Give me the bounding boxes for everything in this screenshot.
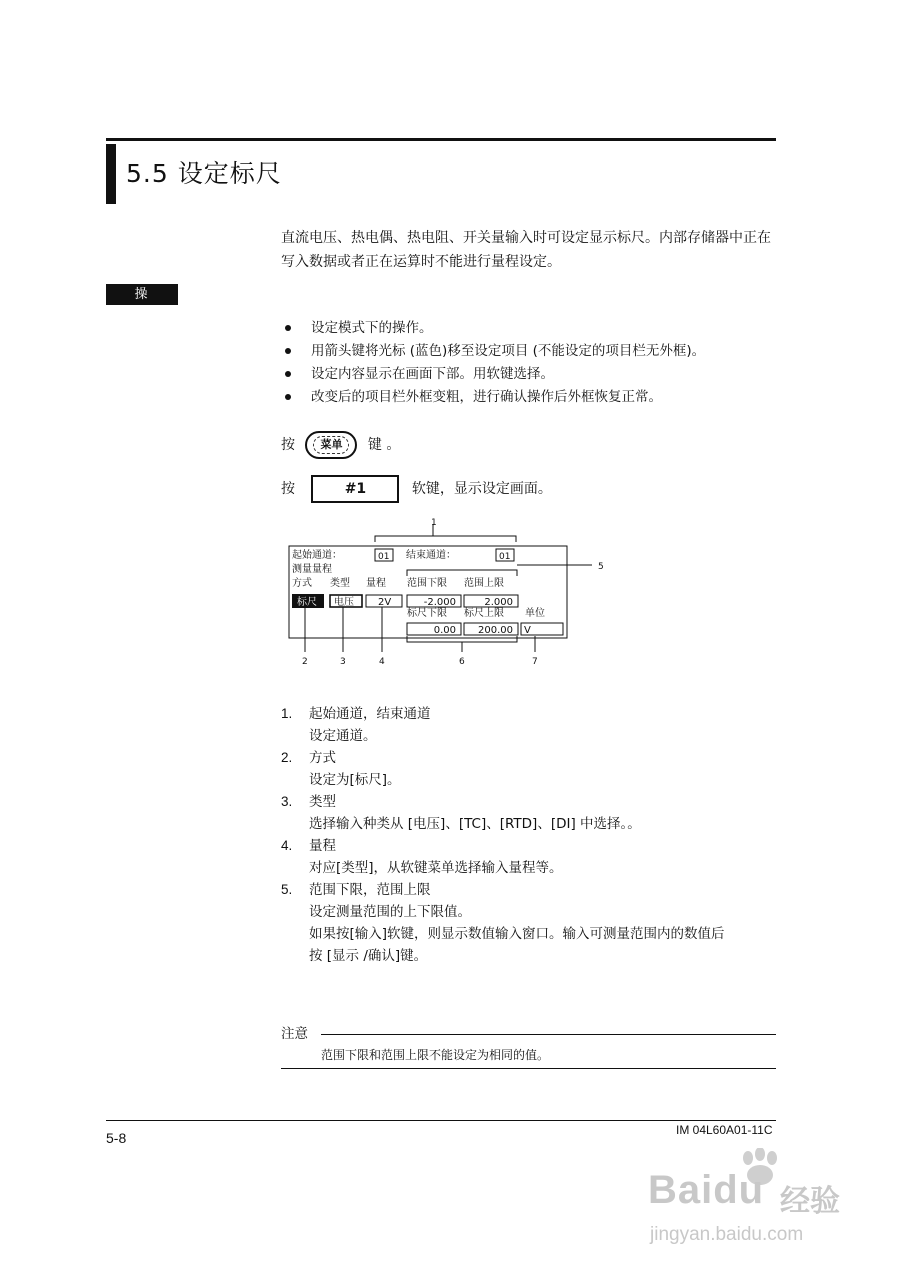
note-rule-top — [321, 1034, 776, 1035]
settings-screen-diagram — [270, 518, 630, 672]
document-id: IM 04L60A01-11C — [676, 1123, 773, 1137]
page-number: 5-8 — [106, 1130, 127, 1146]
mode-value: 标尺 — [297, 597, 317, 608]
item-description: 按 [显示 /确认]键。 — [309, 948, 428, 964]
item-description: 如果按[输入]软键，则显示数值输入窗口。输入可测量范围内的数值后 — [309, 926, 725, 942]
callout-7-label: 7 — [532, 657, 538, 667]
start-channel-value: 01 — [378, 552, 390, 562]
item-descriptions — [281, 703, 781, 967]
menu-key[interactable]: 菜单 — [305, 431, 357, 459]
unit-label: 单位 — [525, 608, 545, 619]
note-rule-bottom — [281, 1068, 776, 1069]
list-item: 3. 类型 — [281, 794, 336, 810]
callout-2-label: 2 — [302, 657, 308, 667]
callout-5-label: 5 — [598, 562, 604, 572]
end-channel-value: 01 — [499, 552, 511, 562]
bullet-dot-icon — [285, 348, 291, 354]
watermark-brand-zh: 经验 — [780, 1184, 840, 1219]
callout-6-label: 6 — [459, 657, 465, 667]
range-label: 量程 — [366, 578, 386, 589]
note-text: 范围下限和范围上限不能设定为相同的值。 — [321, 1048, 550, 1062]
item-description: 设定为[标尺]。 — [309, 772, 401, 788]
callout-1-label: 1 — [431, 518, 437, 528]
footer-rule — [106, 1120, 776, 1121]
type-value: 电压 — [334, 597, 354, 608]
operation-badge: 操作 — [106, 284, 178, 305]
item-description: 选择输入种类从 [电压]、[TC]、[RTD]、[DI] 中选择。。 — [309, 816, 641, 832]
watermark — [640, 1148, 870, 1258]
start-channel-label: 起始通道： — [292, 550, 342, 561]
measure-range-label: 测量量程 — [292, 564, 332, 575]
softkey-1-button[interactable]: #1 — [311, 475, 399, 503]
scale-upper-value: 200.00 — [478, 625, 513, 636]
intro-paragraph: 直流电压、热电偶、热电阻、开关量输入时可设定显示标尺。内部存储器中正在写入数据或者正在运算时不能进行量程设定。 — [281, 230, 771, 270]
list-item: 4. 量程 — [281, 838, 336, 854]
bullet-dot-icon — [285, 394, 291, 400]
type-label: 类型 — [330, 578, 350, 589]
press-menu-instruction: 按 菜单 键 。 — [281, 431, 781, 459]
bullet-item: 用箭头键将光标 (蓝色)移至设定项目 (不能设定的项目栏无外框)。 — [281, 340, 781, 363]
bullet-list — [281, 317, 781, 503]
scale-upper-label: 标尺上限 — [464, 608, 504, 619]
section-title: 5.5 设定标尺 — [126, 159, 282, 188]
section-marker — [106, 144, 116, 204]
bullet-item: 设定模式下的操作。 — [281, 317, 781, 340]
header-rule — [106, 138, 776, 141]
bullet-item: 改变后的项目栏外框变粗，进行确认操作后外框恢复正常。 — [281, 386, 781, 409]
list-item: 1. 起始通道，结束通道 — [281, 706, 431, 722]
span-upper-value: 2.000 — [484, 597, 513, 608]
item-description: 设定通道。 — [309, 728, 377, 744]
mode-label: 方式 — [292, 578, 312, 589]
callout-4-label: 4 — [379, 657, 385, 667]
unit-value: V — [524, 625, 531, 636]
span-lower-value: -2.000 — [423, 597, 456, 608]
item-description: 对应[类型]，从软键菜单选择输入量程等。 — [309, 860, 563, 876]
note-label: 注意 — [281, 1026, 308, 1042]
list-item: 2. 方式 — [281, 750, 336, 766]
bullet-dot-icon — [285, 325, 291, 331]
span-lower-label: 范围下限 — [407, 578, 447, 589]
bullet-dot-icon — [285, 371, 291, 377]
scale-lower-value: 0.00 — [433, 625, 456, 636]
callout-3-label: 3 — [340, 657, 346, 667]
scale-lower-label: 标尺下限 — [407, 608, 447, 619]
callout-1-bracket — [375, 536, 516, 542]
watermark-brand: Baidu — [648, 1168, 765, 1212]
press-softkey-instruction: 按 #1 软键，显示设定画面。 — [281, 475, 781, 503]
span-upper-label: 范围上限 — [464, 578, 504, 589]
list-item: 5. 范围下限，范围上限 — [281, 882, 431, 898]
watermark-url: jingyan.baidu.com — [650, 1224, 804, 1245]
range-value: 2V — [378, 597, 392, 608]
item-description: 设定测量范围的上下限值。 — [309, 904, 471, 920]
bullet-item: 设定内容显示在画面下部。用软键选择。 — [281, 363, 781, 386]
end-channel-label: 结束通道： — [406, 550, 456, 561]
